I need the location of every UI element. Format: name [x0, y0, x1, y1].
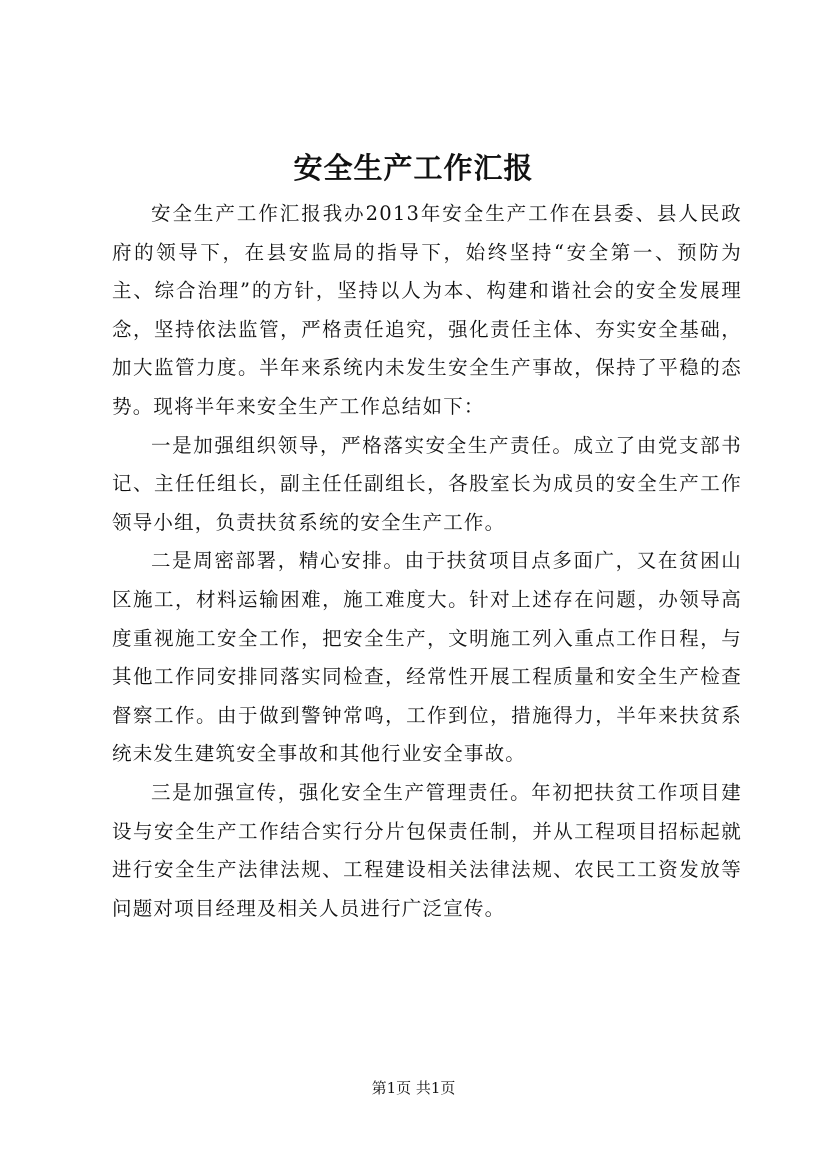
document-title: 安全生产工作汇报	[293, 151, 534, 185]
paragraph-organization: 一是加强组织领导，严格落实安全生产责任。成立了由党支部书记、主任任组长，副主任任副组长，各股室长为成员的安全生产工作领导小组，负责扶贫系统的安全生产工作。	[112, 433, 742, 534]
paragraph-intro: 安全生产工作汇报我办2013年安全生产工作在县委、县人民政府的领导下，在县安监局的指导下，始终坚持“安全第一、预防为主、综合治理”的方针，坚持以人为本、构建和谐社会的安全发展理念，坚持依法监管，严格责任追究，强化责任主体、夯实安全基础，加大监管力度。半年来系统内未发生安全生产事故，保持了平稳的态势。现将半年来安全生产工作总结如下：	[112, 202, 742, 418]
paragraph-publicity: 三是加强宣传，强化安全生产管理责任。年初把扶贫工作项目建设与安全生产工作结合实行分片包保责任制，并从工程项目招标起就进行安全生产法律法规、工程建设相关法律法规、农民工工资发放等问题对项目经理及相关人员进行广泛宣传。	[112, 780, 742, 920]
document-body	[112, 195, 742, 928]
page-number-footer: 第1页 共1页	[371, 1079, 456, 1097]
paragraph-deployment: 二是周密部署，精心安排。由于扶贫项目点多面广，又在贫困山区施工，材料运输困难，施工难度大。针对上述存在问题，办领导高度重视施工安全工作，把安全生产，文明施工列入重点工作日程，与其他工作同安排同落实同检查，经常性开展工程质量和安全生产检查督察工作。由于做到警钟常鸣，工作到位，措施得力，半年来扶贫系统未发生建筑安全事故和其他行业安全事故。	[112, 549, 742, 766]
